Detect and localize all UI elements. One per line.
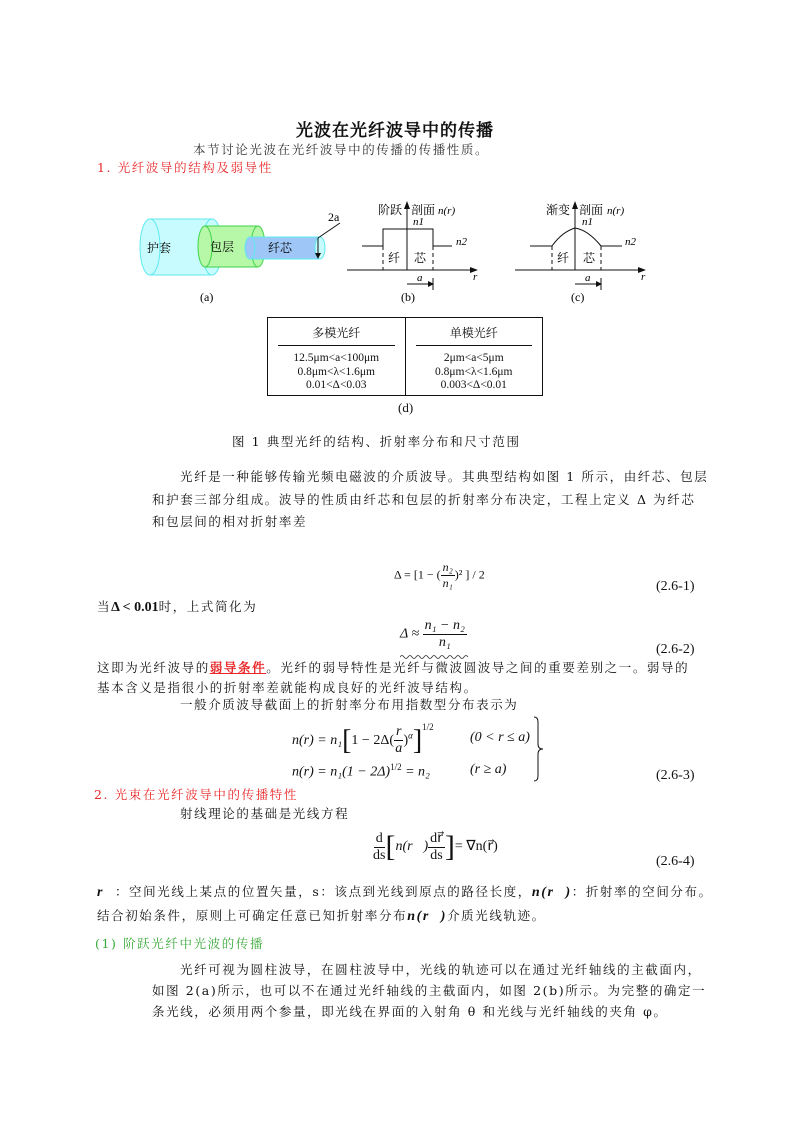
eq-denominator: n₁	[438, 635, 451, 650]
condition-line	[97, 597, 257, 616]
core-label: 纤芯	[268, 241, 293, 255]
eq-lhs: n(r) = n₁	[292, 733, 343, 748]
para3-line: 一般介质波导截面上的折射率分布用指数型分布表示为	[180, 697, 519, 712]
para5-line	[97, 906, 546, 925]
equation-number: (2.6-2)	[656, 642, 695, 657]
step-index-profile	[347, 201, 478, 304]
table-row: 0.01<Δ<0.03	[305, 379, 367, 391]
eq-exponent: 1/2	[422, 722, 434, 732]
eq-condition: (0 < r ≤ a)	[470, 730, 530, 745]
equation-2-6-1	[394, 560, 485, 591]
nr-symbol: n(r⃗)	[407, 909, 448, 924]
table-row: 2μm<a<5μm	[443, 352, 504, 364]
section-heading-1: 1. 光纤波导的结构及弱导性	[97, 160, 273, 175]
para1-line: 光纤是一种能够传输光频电磁波的介质波导。其典型结构如图 1 所示，由纤芯、包层	[180, 469, 709, 484]
text: 。光纤的弱导特性是光纤与微波圆波导之间的重要差别之一。弱导的	[266, 660, 690, 675]
r-label: r	[641, 271, 646, 283]
eq-condition: (r ≥ a)	[470, 762, 507, 777]
subfig-b-label: (b)	[401, 290, 415, 304]
eq-close: )	[403, 733, 409, 748]
para4-line: 射线理论的基础是光线方程	[180, 806, 350, 821]
eq-numerator: d	[375, 830, 383, 846]
eq-denominator: n₁	[442, 576, 453, 590]
profile-label: 剖面	[411, 203, 436, 217]
equation-2-6-3-line1: n(r) = n₁[1 − 2Δ( $\frac{r}{a}$ )$^\alpha$]$^{1/2}$ (0 < r ≤ a)	[292, 722, 530, 757]
eq-exponent: 1/2	[390, 762, 402, 772]
equation-2-6-2	[400, 618, 467, 651]
weak-guidance-link[interactable]: 弱导条件	[209, 660, 267, 675]
diameter-label: 2a	[328, 210, 340, 224]
profile-label: 剖面	[579, 203, 604, 217]
para2-line: 基本含义是指很小的折射率差就能构成良好的光纤波导结构。	[97, 680, 478, 695]
singlemode-header: 单模光纤	[416, 324, 533, 346]
equation-number: (2.6-3)	[656, 768, 695, 783]
intro-text: 本节讨论光波在光纤波导中的传播的传播性质。	[193, 142, 490, 157]
subfig-a-label: (a)	[200, 290, 214, 304]
core-char-2: 芯	[583, 251, 596, 265]
eq-denominator: ds	[430, 848, 443, 863]
n2-label: n2	[456, 236, 467, 248]
graded-type-label: 渐变	[546, 203, 571, 217]
diameter-leader	[318, 223, 340, 238]
core-char-1: 纤	[388, 251, 401, 265]
eq-alpha: α	[408, 730, 413, 741]
axis-arrow-icon	[404, 201, 410, 209]
r-vector-symbol: r⃗	[97, 885, 115, 900]
core-end-left	[245, 237, 255, 259]
n1-label: n1	[582, 216, 593, 228]
eq-inner: 1 − 2Δ(	[351, 733, 394, 748]
text: 时，上式简化为	[158, 599, 258, 614]
nr-symbol: n(r⃗)	[531, 885, 572, 900]
eq-denominator: ds	[373, 847, 386, 863]
figure-caption: 图 1 典型光纤的结构、折射率分布和尺寸范围	[232, 434, 521, 449]
cladding-label: 包层	[210, 240, 235, 254]
eq-rhs: = ∇n(r⃗)	[454, 839, 498, 855]
eq-lhs: Δ = [1 − (	[394, 567, 441, 582]
text: ：折射率的空间分布。	[571, 884, 713, 899]
eq-rhs: )² ] / 2	[454, 567, 485, 582]
right-brace	[532, 716, 546, 782]
section-heading-2: 2. 光束在光纤波导中的传播特性	[94, 787, 299, 802]
jacket-label: 护套	[147, 241, 172, 255]
n2-label: n2	[625, 236, 636, 248]
graded-index-profile	[515, 201, 646, 304]
step-type-label: 阶跃	[378, 203, 403, 217]
para6-line: 如图 2(a)所示，也可以不在通过光纤轴线的主截面内，如图 2(b)所示。为完整的确定一	[152, 983, 707, 998]
eq-n: n(r⃗)	[395, 839, 429, 855]
equation-number: (2.6-1)	[656, 579, 695, 594]
text: 结合初始条件，原则上可确定任意已知折射率分布	[97, 908, 408, 923]
subfig-c-label: (c)	[571, 290, 585, 304]
r-label: r	[473, 271, 478, 283]
nr-label: n(r)	[438, 205, 456, 217]
eq-tail: = n₂	[405, 764, 430, 780]
multimode-header: 多模光纤	[278, 324, 395, 346]
para1-line: 和包层间的相对折射率差	[152, 514, 308, 529]
text: 当	[97, 599, 112, 614]
figure-1-diagrams	[0, 0, 793, 310]
fiber-parameter-table	[267, 317, 543, 396]
text: ：空间光线上某点的位置矢量，s：该点到光线到原点的路径长度，	[114, 884, 532, 899]
n1-label: n1	[413, 216, 424, 228]
condition-math: Δ < 0.01	[111, 600, 159, 615]
a-label: a	[585, 272, 591, 284]
subsection-heading: (1) 阶跃光纤中光波的传播	[95, 936, 265, 951]
table-row: 12.5μm<a<100μm	[293, 352, 380, 364]
eq-numerator: dr⃗	[430, 831, 443, 846]
eq-lhs: n(r) = n₁(1 − 2Δ)	[292, 764, 391, 780]
eq-denominator: a	[395, 741, 403, 757]
subfig-d-label: (d)	[398, 400, 414, 415]
page-title: 光波在光纤波导中的传播	[296, 121, 494, 141]
a-label: a	[417, 272, 423, 284]
nr-label: n(r)	[607, 205, 625, 217]
text: 介质光线轨迹。	[447, 908, 546, 923]
para2-line	[97, 658, 689, 676]
text: 这即为光纤波导的	[97, 660, 210, 675]
eq-numerator: r	[395, 724, 402, 740]
table-row: 0.8μm<λ<1.6μm	[297, 365, 376, 378]
core-char-1: 纤	[557, 251, 570, 265]
equation-number: (2.6-4)	[656, 854, 695, 869]
eq-numerator: n₁ − n₂	[424, 618, 465, 633]
table-row: 0.8μm<λ<1.6μm	[434, 365, 513, 378]
graded-profile-curve	[552, 228, 601, 246]
para6-line: 光纤可视为圆柱波导，在圆柱波导中，光线的轨迹可以在通过光纤轴线的主截面内，	[180, 962, 702, 977]
fiber-structure-diagram	[140, 210, 340, 304]
eq-lhs: Δ ≈	[400, 626, 420, 642]
equation-2-6-3-line2	[292, 762, 507, 781]
singlemode-column	[405, 318, 543, 395]
table-row: 0.003<Δ<0.01	[440, 379, 507, 391]
para5-line	[97, 882, 713, 901]
axis-arrow-icon	[572, 201, 578, 209]
multimode-column	[268, 318, 405, 395]
equation-2-6-4: $\frac{d}{ds}$ [n(r⃗) $\frac{dr⃗}{ds}$ ]= ∇n(r⃗)	[373, 830, 498, 863]
para6-line: 条光线，必须用两个参量，即光线在界面的入射角 θ 和光线与光纤轴线的夹角 φ。	[152, 1004, 668, 1019]
eq-numerator: n₂	[442, 560, 453, 574]
para1-line: 和护套三部分组成。波导的性质由纤芯和包层的折射率分布决定，工程上定义 Δ 为纤芯	[152, 492, 696, 507]
core-char-2: 芯	[414, 251, 427, 265]
